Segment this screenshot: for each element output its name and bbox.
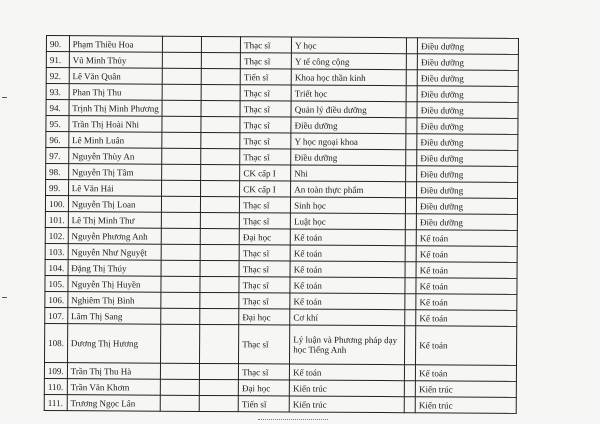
empty-cell [200, 276, 239, 292]
empty-cell [200, 324, 239, 363]
empty-cell [407, 38, 418, 54]
row-number: 92. [46, 68, 69, 84]
staff-name: Nguyễn Thùy An [68, 148, 162, 165]
table-row [44, 394, 516, 413]
empty-cell [405, 310, 416, 326]
empty-cell [162, 164, 201, 180]
empty-cell [201, 116, 240, 132]
empty-cell [200, 212, 239, 228]
department-cell: Kế toán [416, 326, 517, 366]
empty-cell [162, 84, 201, 100]
row-number: 109. [44, 362, 67, 378]
empty-cell [163, 36, 202, 52]
staff-name: Trương Ngọc Lân [67, 395, 161, 412]
row-number: 111. [44, 394, 67, 410]
staff-name: Phan Thị Thu [69, 84, 163, 101]
empty-cell [405, 262, 416, 278]
staff-name: Lê Minh Luân [69, 132, 163, 149]
empty-cell [162, 148, 201, 164]
staff-name: Đặng Thị Thúy [68, 260, 162, 277]
empty-cell [161, 212, 200, 228]
empty-cell [162, 180, 201, 196]
degree-cell: Thạc sĩ [239, 213, 290, 229]
row-number: 98. [46, 164, 69, 180]
empty-cell [161, 228, 200, 244]
department-cell: Điều dưỡng [417, 150, 518, 167]
degree-cell: Thạc sĩ [239, 245, 290, 261]
row-number: 93. [46, 84, 69, 100]
field-cell: Nhi [291, 165, 406, 182]
field-cell: Kế toán [290, 277, 405, 294]
empty-cell [406, 54, 417, 70]
empty-cell [201, 100, 240, 116]
department-cell: Điều dưỡng [417, 182, 518, 199]
department-cell: Kế toán [416, 310, 517, 327]
field-cell: Khoa học thần kinh [291, 69, 406, 86]
degree-cell: Thạc sĩ [240, 197, 291, 213]
degree-cell: Đại học [238, 380, 289, 396]
empty-cell [162, 116, 201, 132]
empty-cell [406, 182, 417, 198]
empty-cell [406, 134, 417, 150]
department-cell: Điều dưỡng [418, 38, 519, 55]
staff-name: Dương Thị Hương [67, 324, 161, 364]
empty-cell [406, 198, 417, 214]
empty-cell [200, 228, 239, 244]
margin-mark [2, 297, 7, 298]
degree-cell: Thạc sĩ [240, 117, 291, 133]
department-cell: Điều dưỡng [417, 102, 518, 119]
staff-name: Nguyễn Như Nguyệt [68, 244, 162, 261]
staff-name: Trịnh Thị Minh Phương [69, 100, 163, 117]
department-cell: Điều dưỡng [417, 166, 518, 183]
department-cell: Điều dưỡng [417, 70, 518, 87]
degree-cell: Thạc sĩ [240, 101, 291, 117]
empty-cell [201, 148, 240, 164]
empty-cell [200, 363, 239, 379]
degree-cell: Thạc sĩ [239, 325, 290, 364]
empty-cell [161, 363, 200, 379]
field-cell: Lý luận và Phương pháp dạy học Tiếng Anh [290, 325, 405, 365]
empty-cell [405, 278, 416, 294]
department-cell: Điều dưỡng [417, 54, 518, 71]
department-cell: Kế toán [416, 294, 517, 311]
empty-cell [201, 84, 240, 100]
field-cell: Sinh học [291, 197, 406, 214]
empty-cell [200, 260, 239, 276]
degree-cell: Thạc sĩ [240, 53, 291, 69]
field-cell: Kế toán [290, 261, 405, 278]
degree-cell: CK cấp I [240, 181, 291, 197]
empty-cell [201, 52, 240, 68]
empty-cell [405, 294, 416, 310]
row-number: 96. [46, 132, 69, 148]
empty-cell [201, 68, 240, 84]
staff-name: Nguyễn Thị Huyền [68, 276, 162, 293]
department-cell: Kế toán [416, 278, 517, 295]
degree-cell: Thạc sĩ [240, 85, 291, 101]
department-cell: Kiến trúc [415, 397, 516, 414]
field-cell: Luật học [290, 213, 405, 230]
staff-name: Lê Thị Minh Thư [68, 212, 162, 229]
empty-cell [406, 118, 417, 134]
degree-cell: Thạc sĩ [239, 277, 290, 293]
degree-cell: Tiến sĩ [238, 396, 289, 412]
empty-cell [201, 132, 240, 148]
row-number: 100. [45, 196, 68, 212]
department-cell: Kế toán [416, 246, 517, 263]
staff-name: Nguyễn Thị Tâm [68, 164, 162, 181]
field-cell: Kiến trúc [289, 396, 404, 413]
department-cell: Điều dưỡng [417, 86, 518, 103]
row-number: 97. [46, 148, 69, 164]
department-cell: Kế toán [416, 230, 517, 247]
row-number: 90. [46, 36, 69, 52]
department-cell: Điều dưỡng [417, 118, 518, 135]
row-number: 104. [45, 259, 68, 275]
empty-cell [201, 164, 240, 180]
empty-cell [162, 196, 201, 212]
staff-name: Trần Thị Thu Hà [67, 363, 161, 380]
field-cell: Y tế công cộng [291, 53, 406, 70]
empty-cell [200, 292, 239, 308]
staff-name: Trần Thị Hoài Nhi [69, 116, 163, 133]
degree-cell: Thạc sĩ [239, 261, 290, 277]
empty-cell [161, 276, 200, 292]
empty-cell [406, 70, 417, 86]
empty-cell [161, 292, 200, 308]
empty-cell [161, 308, 200, 324]
degree-cell: Thạc sĩ [240, 149, 291, 165]
empty-cell [200, 308, 239, 324]
field-cell: Quản lý điều dưỡng [291, 101, 406, 118]
empty-cell [161, 244, 200, 260]
row-number: 102. [45, 227, 68, 243]
degree-cell: Đại học [239, 229, 290, 245]
degree-cell: Thạc sĩ [239, 364, 290, 380]
page-footer-mark [258, 419, 328, 423]
field-cell: Kế toán [290, 364, 405, 381]
staff-name: Nghiêm Thị Bình [68, 292, 162, 309]
empty-cell [160, 395, 199, 411]
empty-cell [406, 166, 417, 182]
staff-table-body [44, 36, 518, 414]
empty-cell [404, 397, 415, 413]
field-cell: Triết học [291, 85, 406, 102]
department-cell: Kiến trúc [415, 381, 516, 398]
field-cell: Điều dưỡng [291, 117, 406, 134]
row-number: 99. [46, 180, 69, 196]
empty-cell [162, 132, 201, 148]
empty-cell [406, 150, 417, 166]
department-cell: Điều dưỡng [416, 214, 517, 231]
department-cell: Kế toán [416, 365, 517, 382]
field-cell: Y học ngoại khoa [291, 133, 406, 150]
margin-mark [2, 97, 7, 98]
staff-name: Trần Văn Khơm [67, 379, 161, 396]
empty-cell [406, 102, 417, 118]
degree-cell: Tiến sĩ [240, 69, 291, 85]
degree-cell: Thạc sĩ [241, 37, 292, 53]
table-row [44, 323, 516, 365]
empty-cell [201, 196, 240, 212]
field-cell: Điều dưỡng [291, 149, 406, 166]
staff-table [44, 35, 519, 414]
empty-cell [199, 379, 238, 395]
row-number: 91. [46, 52, 69, 68]
empty-cell [161, 324, 200, 363]
empty-cell [405, 214, 416, 230]
department-cell: Kế toán [416, 262, 517, 279]
empty-cell [202, 36, 241, 52]
department-cell: Điều dưỡng [417, 134, 518, 151]
empty-cell [160, 379, 199, 395]
staff-name: Nguyễn Thị Loan [68, 196, 162, 213]
staff-name: Vũ Minh Thủy [69, 52, 163, 69]
field-cell: Kiến trúc [289, 380, 404, 397]
staff-name: Lê Văn Quân [69, 68, 163, 85]
row-number: 108. [44, 323, 67, 362]
field-cell: An toàn thực phẩm [291, 181, 406, 198]
empty-cell [405, 230, 416, 246]
row-number: 106. [45, 291, 68, 307]
field-cell: Kế toán [290, 293, 405, 310]
empty-cell [405, 326, 416, 365]
row-number: 105. [45, 275, 68, 291]
degree-cell: Thạc sĩ [239, 293, 290, 309]
staff-name: Lâm Thị Sang [67, 308, 161, 325]
empty-cell [406, 86, 417, 102]
empty-cell [162, 100, 201, 116]
row-number: 101. [45, 211, 68, 227]
field-cell: Cơ khí [290, 309, 405, 326]
empty-cell [199, 395, 238, 411]
empty-cell [405, 246, 416, 262]
empty-cell [200, 244, 239, 260]
empty-cell [201, 180, 240, 196]
field-cell: Kế toán [290, 245, 405, 262]
degree-cell: CK cấp I [240, 165, 291, 181]
row-number: 94. [46, 100, 69, 116]
staff-name: Phạm Thiều Hoa [69, 36, 163, 53]
row-number: 103. [45, 243, 68, 259]
department-cell: Điều dưỡng [417, 198, 518, 215]
row-number: 110. [44, 378, 67, 394]
field-cell: Y học [292, 37, 407, 54]
staff-name: Lê Văn Hải [68, 180, 162, 197]
row-number: 107. [45, 307, 68, 323]
field-cell: Kế toán [290, 229, 405, 246]
row-number: 95. [46, 116, 69, 132]
staff-name: Nguyễn Phương Anh [68, 228, 162, 245]
empty-cell [405, 365, 416, 381]
degree-cell: Thạc sĩ [240, 133, 291, 149]
empty-cell [162, 52, 201, 68]
empty-cell [162, 68, 201, 84]
empty-cell [404, 381, 415, 397]
empty-cell [161, 260, 200, 276]
degree-cell: Đại học [239, 309, 290, 325]
